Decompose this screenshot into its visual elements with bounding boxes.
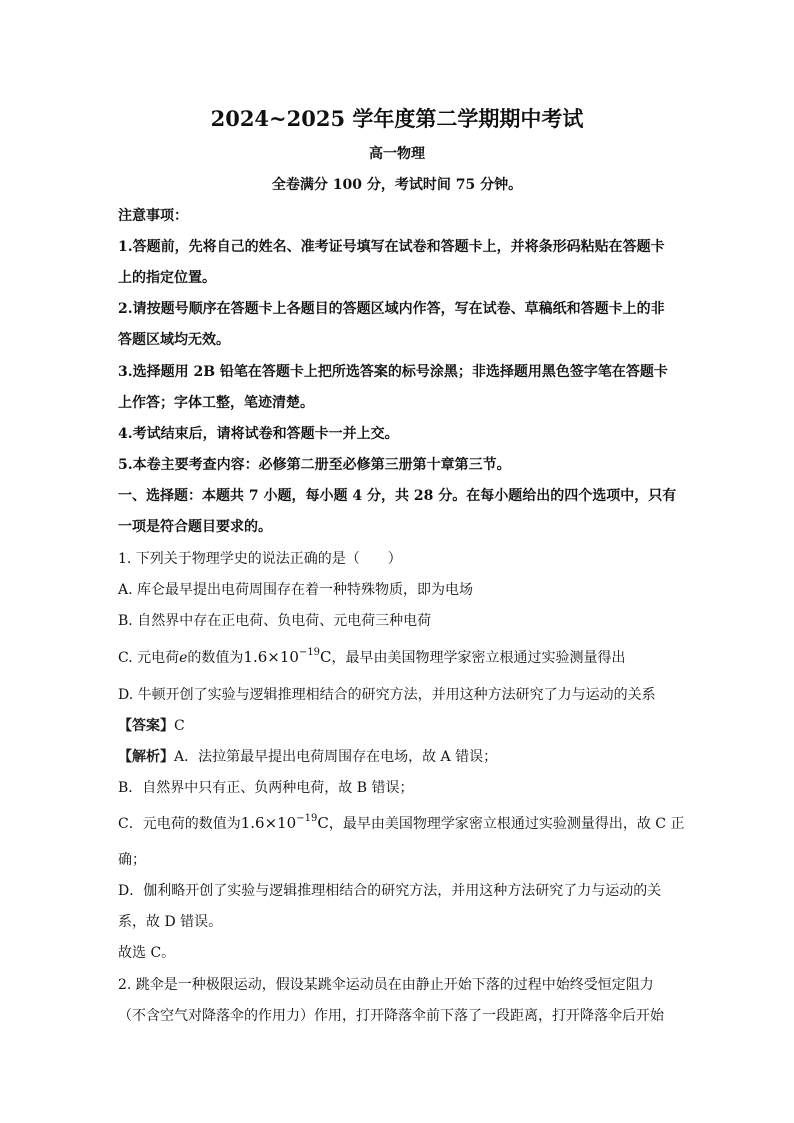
analysis-conclusion: 故选 C。 xyxy=(118,945,176,961)
subject-title: 高一物理 xyxy=(369,146,425,162)
note-1-line-1: 1.答题前，先将自己的姓名、准考证号填写在试卷和答题卡上，并将条形码粘贴在答题卡 xyxy=(118,239,665,255)
note-3-line-2: 上作答；字体工整，笔迹清楚。 xyxy=(118,395,314,411)
analysis-line-c xyxy=(118,813,685,836)
analysis-line-b: B．自然界中只有正、负两种电荷，故 B 错误； xyxy=(118,780,414,796)
option-c-suffix: ，最早由美国物理学家密立根通过实验测量得出 xyxy=(331,650,626,666)
question-1-option-b: B. 自然界中存在正电荷、负电荷、元电荷三种电荷 xyxy=(118,613,432,629)
analysis-formula-exponent: −19 xyxy=(296,813,318,824)
exam-info: 全卷满分 100 分，考试时间 75 分钟。 xyxy=(271,177,523,193)
formula-base: 1.6×10 xyxy=(243,648,299,666)
analysis-formula-base: 1.6×10 xyxy=(240,814,297,832)
answer-value: C xyxy=(174,718,185,734)
answer-line xyxy=(118,716,678,736)
question-1-option-d: D. 牛顿开创了实验与逻辑推理相结合的研究方法，并用这种方法研究了力与运动的关系 xyxy=(118,687,656,703)
notes-heading: 注意事项： xyxy=(118,208,188,224)
analysis-formula-unit: C xyxy=(317,814,329,832)
analysis-c-suffix: ，最早由美国物理学家密立根通过实验测量得出，故 C 正 xyxy=(328,816,685,832)
note-1-line-2: 上的指定位置。 xyxy=(118,270,216,286)
formula-exponent: −19 xyxy=(298,647,321,658)
option-c-variable: e xyxy=(179,650,188,666)
note-3-line-1: 3.选择题用 2B 铅笔在答题卡上把所选答案的标号涂黑；非选择题用黑色签字笔在答题卡 xyxy=(118,364,668,380)
answer-tag: 【答案】 xyxy=(118,718,174,734)
option-c-middle: 的数值为 xyxy=(187,650,244,666)
note-2-line-2: 答题区域均无效。 xyxy=(118,332,230,348)
analysis-line-d-1: D．伽利略开创了实验与逻辑推理相结合的研究方法，并用这种方法研究了力与运动的关 xyxy=(118,883,662,899)
exam-title: 2024~2025 学年度第二学期期中考试 xyxy=(210,106,584,131)
question-2-line-2: （不含空气对降落伞的作用力）作用，打开降落伞前下落了一段距离，打开降落伞后开始 xyxy=(118,1008,664,1024)
formula-unit: C xyxy=(320,648,332,666)
option-c-prefix: C. 元电荷 xyxy=(118,650,180,666)
question-1-option-c xyxy=(118,647,678,670)
analysis-line-d-2: 系，故 D 错误。 xyxy=(118,914,223,930)
question-1-stem: 1. 下列关于物理学史的说法正确的是（ ） xyxy=(118,551,402,567)
analysis-line-c-2: 确； xyxy=(118,852,146,868)
analysis-line-a xyxy=(118,747,678,767)
note-2-line-1: 2.请按题号顺序在答题卡上各题目的答题区域内作答，写在试卷、草稿纸和答题卡上的非 xyxy=(118,301,665,317)
analysis-a-text: A．法拉第最早提出电荷周围存在电场，故 A 错误； xyxy=(174,749,498,765)
analysis-charge-formula xyxy=(241,813,329,836)
section-1-line-1: 一、选择题：本题共 7 小题，每小题 4 分，共 28 分。在每小题给出的四个选项中，只有 xyxy=(118,488,677,504)
section-1-line-2: 一项是符合题目要求的。 xyxy=(118,519,272,535)
question-2-line-1: 2. 跳伞是一种极限运动，假设某跳伞运动员在由静止开始下落的过程中始终受恒定阻力 xyxy=(118,977,654,993)
note-5: 5.本卷主要考查内容：必修第二册至必修第三册第十章第三节。 xyxy=(118,457,511,473)
analysis-c-prefix: C．元电荷的数值为 xyxy=(118,816,241,832)
analysis-tag: 【解析】 xyxy=(118,749,174,765)
note-4: 4.考试结束后，请将试卷和答题卡一并上交。 xyxy=(118,426,399,442)
elementary-charge-formula xyxy=(243,647,331,670)
question-1-option-a: A. 库仑最早提出电荷周围存在着一种特殊物质，即为电场 xyxy=(118,582,474,598)
